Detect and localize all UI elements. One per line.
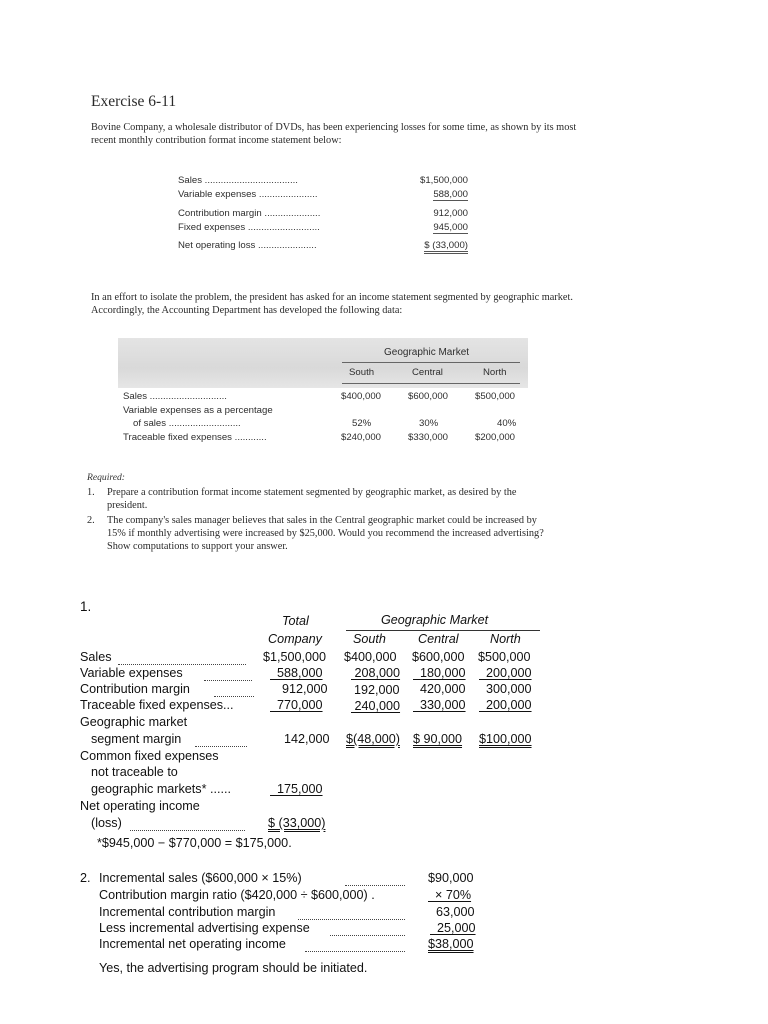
row-label-not-traceable: not traceable to <box>91 765 178 779</box>
geo-row-label: Traceable fixed expenses ............ <box>123 432 267 443</box>
solution-number: 1. <box>80 599 92 614</box>
leader-dots <box>118 664 246 665</box>
geo-cell: $240,000 <box>341 432 382 443</box>
cell: 912,000 <box>282 682 328 696</box>
required-number: 1. <box>87 487 95 498</box>
header-rule <box>342 383 520 384</box>
geo-market-title: Geographic Market <box>384 347 470 358</box>
leader-dots <box>130 830 245 831</box>
cell: 240,000 <box>354 699 401 713</box>
row-label: Incremental contribution margin <box>99 905 276 919</box>
cell: $400,000 <box>344 650 397 664</box>
statement-label: Fixed expenses ........................... <box>178 222 320 233</box>
cell: $(48,000) <box>346 732 400 746</box>
required-text: The company's sales manager believes that sales in the Central geographic market could be increased by 15% if monthly advertising were increased by $25,000. Would you recommend the increased advertising? Show computations to support your answer. <box>107 515 544 552</box>
cell: 200,000 <box>486 666 532 680</box>
statement-row-fixed-expenses <box>178 222 468 236</box>
statement-value: 912,000 <box>433 208 468 219</box>
cell: $600,000 <box>412 650 465 664</box>
cell: 175,000 <box>277 782 323 796</box>
cell: 300,000 <box>486 682 532 696</box>
cell: 200,000 <box>486 698 532 712</box>
cell: 208,000 <box>354 666 401 680</box>
leader-dots <box>330 935 405 936</box>
statement-value: 588,000 <box>433 189 468 200</box>
header-rule <box>346 630 540 631</box>
statement-label: Contribution margin ..................... <box>178 208 321 219</box>
geo-cell: 40% <box>497 418 517 429</box>
geo-row-label: Variable expenses as a percentage <box>123 405 273 416</box>
cell: 192,000 <box>354 683 400 697</box>
geo-row-label: of sales ........................... <box>133 418 241 429</box>
cell: 770,000 <box>277 698 323 712</box>
col-south: South <box>349 367 375 378</box>
cell: $500,000 <box>478 650 531 664</box>
value: × 70% <box>435 888 472 902</box>
required-label: Required: <box>87 472 126 483</box>
statement-value: $ (33,000) <box>424 240 468 254</box>
geo-cell: $200,000 <box>475 432 516 443</box>
col-central: Central <box>412 367 443 378</box>
geo-row-label: Sales ............................. <box>123 391 227 402</box>
row-label-geographic-markets: geographic markets* ...... <box>91 782 232 796</box>
cell: $1,500,000 <box>263 650 327 664</box>
statement-row-variable-expenses <box>178 189 468 203</box>
leader-dots <box>345 885 405 886</box>
statement-value: $1,500,000 <box>419 175 468 186</box>
row-label: Incremental sales ($600,000 × 15%) <box>99 871 302 885</box>
cell: $ 90,000 <box>413 732 463 746</box>
leader-dots <box>214 696 254 697</box>
leader-dots <box>204 680 252 681</box>
required-text: Prepare a contribution format income statement segmented by geographic market, as desired by the president. <box>107 487 517 511</box>
geo-cell: $500,000 <box>475 391 516 402</box>
header-rule <box>342 362 520 363</box>
geo-cell: $600,000 <box>408 391 449 402</box>
col-north: North <box>483 367 507 378</box>
statement-label: Sales ................................... <box>178 175 298 186</box>
statement-value: 945,000 <box>433 222 468 233</box>
exercise-heading: Exercise 6-11 <box>91 93 177 110</box>
statement-label: Variable expenses ...................... <box>178 189 318 200</box>
statement-row-net-operating-loss <box>178 240 468 260</box>
cell: $100,000 <box>479 732 532 746</box>
geo-cell: 52% <box>352 418 372 429</box>
segment-paragraph: In an effort to isolate the problem, the president has asked for an income statement segmented by geographic market. Accordingly, the Accounting Department has developed the following data: <box>91 292 573 316</box>
intro-paragraph: Bovine Company, a wholesale distributor of DVDs, has been experiencing losses for some time, as shown by its most recent monthly contribution format income statement below: <box>91 122 577 146</box>
leader-dots <box>298 919 405 920</box>
cell: 180,000 <box>420 666 466 680</box>
value: 25,000 <box>437 921 476 935</box>
statement-row-sales <box>178 175 468 189</box>
row-label: Contribution margin ratio ($420,000 ÷ $600,000) . <box>99 888 375 902</box>
leader-dots <box>195 746 247 747</box>
table-header-shading <box>118 338 528 388</box>
header-south: South <box>353 632 386 646</box>
geo-cell: $330,000 <box>408 432 449 443</box>
row-label-common-fixed-expenses: Common fixed expenses <box>80 749 219 763</box>
geo-cell: $400,000 <box>341 391 382 402</box>
row-label-variable-expenses: Variable expenses <box>80 666 183 680</box>
row-label-segment-margin: segment margin <box>91 732 182 746</box>
header-central: Central <box>418 632 459 646</box>
statement-label: Net operating loss ...................... <box>178 240 317 251</box>
row-label: Incremental net operating income <box>99 937 286 951</box>
required-number: 2. <box>87 515 95 526</box>
row-label-geographic-market: Geographic market <box>80 715 188 729</box>
row-label-net-operating-income: Net operating income <box>80 799 200 813</box>
value: $90,000 <box>428 871 474 885</box>
conclusion: Yes, the advertising program should be initiated. <box>99 961 368 975</box>
cell: 330,000 <box>420 698 466 712</box>
statement-row-contribution-margin <box>178 208 468 222</box>
row-label-loss: (loss) <box>91 816 122 830</box>
solution-number: 2. <box>80 871 91 885</box>
cell: 588,000 <box>277 666 323 680</box>
value: $38,000 <box>428 937 474 951</box>
value: 63,000 <box>436 905 475 919</box>
header-geographic-market: Geographic Market <box>381 613 489 627</box>
cell: 142,000 <box>284 732 330 746</box>
header-company: Company <box>268 632 322 646</box>
leader-dots <box>305 951 405 952</box>
row-label-contribution-margin: Contribution margin <box>80 682 190 696</box>
row-label: Less incremental advertising expense <box>99 921 310 935</box>
cell: $ (33,000) <box>268 816 326 830</box>
header-north: North <box>490 632 521 646</box>
row-label-sales: Sales <box>80 650 112 664</box>
header-total: Total <box>282 614 309 628</box>
row-label-traceable-fixed-expenses: Traceable fixed expenses... <box>80 698 234 712</box>
footnote: *$945,000 − $770,000 = $175,000. <box>97 836 292 850</box>
cell: 420,000 <box>420 682 466 696</box>
geo-cell: 30% <box>419 418 439 429</box>
